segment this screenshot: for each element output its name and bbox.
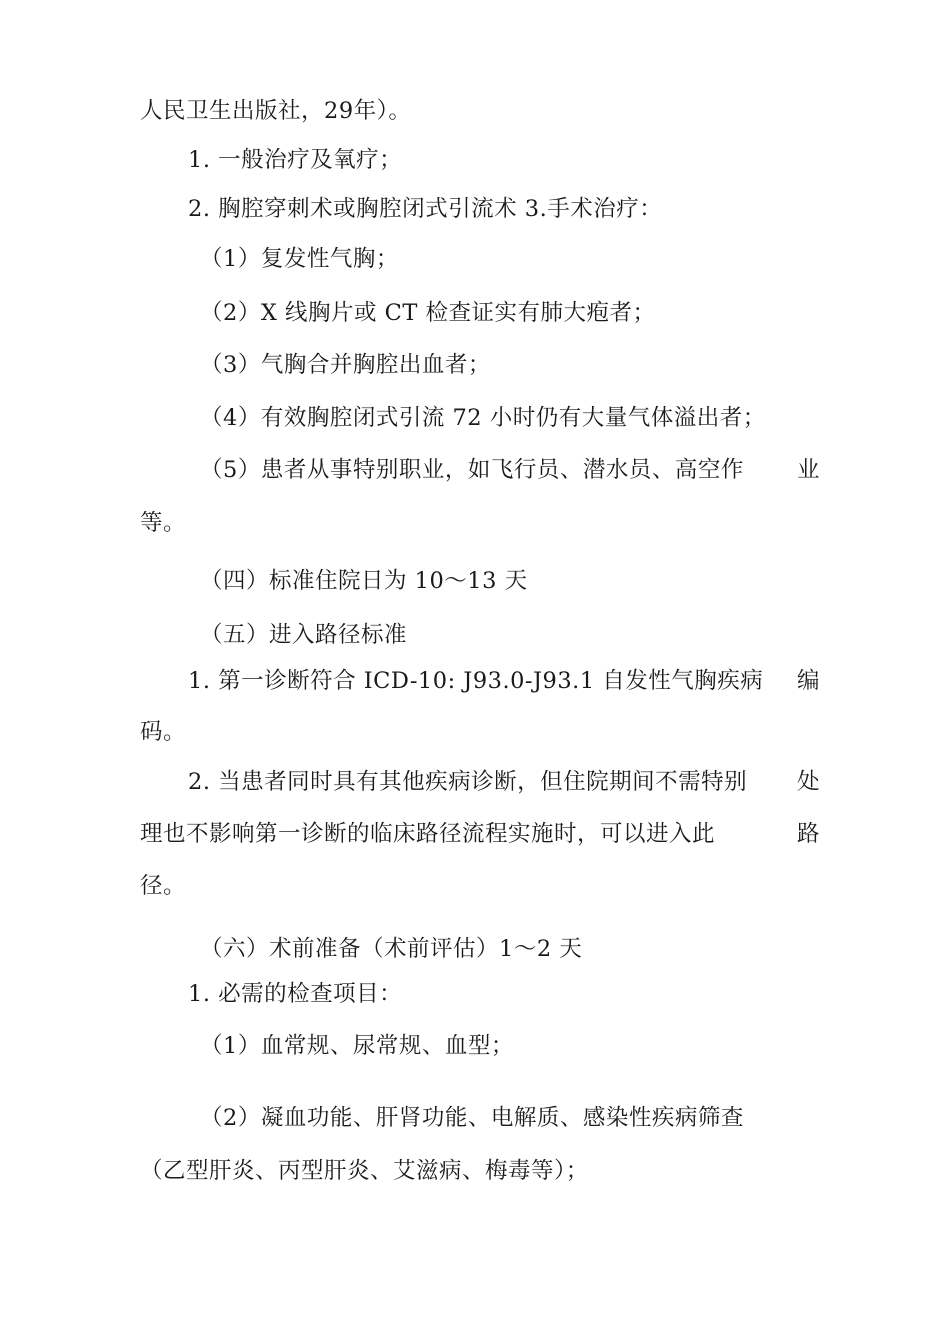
text-line-sub-5-tail: 业 (796, 457, 820, 483)
text-line-publisher: 人民卫生出版社，29年）。 (140, 98, 412, 124)
text-line-sub-2: （2）X 线胸片或 CT 检查证实有肺大疱者； (200, 300, 656, 326)
text-line-sub-5 (200, 455, 820, 485)
text-line-sub-1: （1）复发性气胸； (200, 246, 399, 272)
text-line-sub-4: （4）有效胸腔闭式引流 72 小时仍有大量气体溢出者； (200, 405, 766, 431)
text-line-sub-3: （3）气胸合并胸腔出血者； (200, 352, 491, 378)
text-line-diagnosis-1-cont: 码。 (140, 719, 187, 745)
text-line-diagnosis-1 (188, 666, 820, 696)
text-line-diagnosis-1-main: 1. 第一诊断符合 ICD-10: J93.0-J93.1 自发性气胸疾病 (188, 668, 764, 694)
text-line-diagnosis-2-main: 2. 当患者同时具有其他疾病诊断，但住院期间不需特别 (188, 769, 748, 795)
text-line-check-2: （2）凝血功能、肝肾功能、电解质、感染性疾病筛查 (200, 1105, 744, 1131)
text-line-section-6: （六）术前准备（术前评估）1〜2 天 (200, 936, 583, 962)
text-line-sub-5-main: （5）患者从事特别职业，如飞行员、潜水员、高空作 (200, 457, 744, 483)
text-line-check-2-cont: （乙型肝炎、丙型肝炎、艾滋病、梅毒等）； (140, 1158, 589, 1184)
text-line-item-2: 2. 胸腔穿刺术或胸腔闭式引流术 3.手术治疗： (188, 196, 663, 222)
text-line-diagnosis-2-cont-tail: 路 (796, 821, 820, 847)
text-line-sub-5-cont: 等。 (140, 510, 187, 536)
text-line-section-4: （四）标准住院日为 10〜13 天 (200, 568, 528, 594)
text-line-diagnosis-2-cont-main: 理也不影响第一诊断的临床路径流程实施时，可以进入此 (140, 821, 716, 847)
text-line-required-checks: 1. 必需的检查项目： (188, 981, 403, 1007)
text-line-diagnosis-2 (188, 767, 820, 797)
text-line-check-1: （1）血常规、尿常规、血型； (200, 1033, 514, 1059)
text-line-diagnosis-2-tail: 处 (796, 769, 820, 795)
text-line-section-5: （五）进入路径标准 (200, 622, 408, 648)
text-line-diagnosis-2-cont (140, 819, 820, 849)
text-line-diagnosis-2-end: 径。 (140, 873, 187, 899)
text-line-item-1: 1. 一般治疗及氧疗； (188, 147, 403, 173)
text-line-diagnosis-1-tail: 编 (796, 668, 820, 694)
